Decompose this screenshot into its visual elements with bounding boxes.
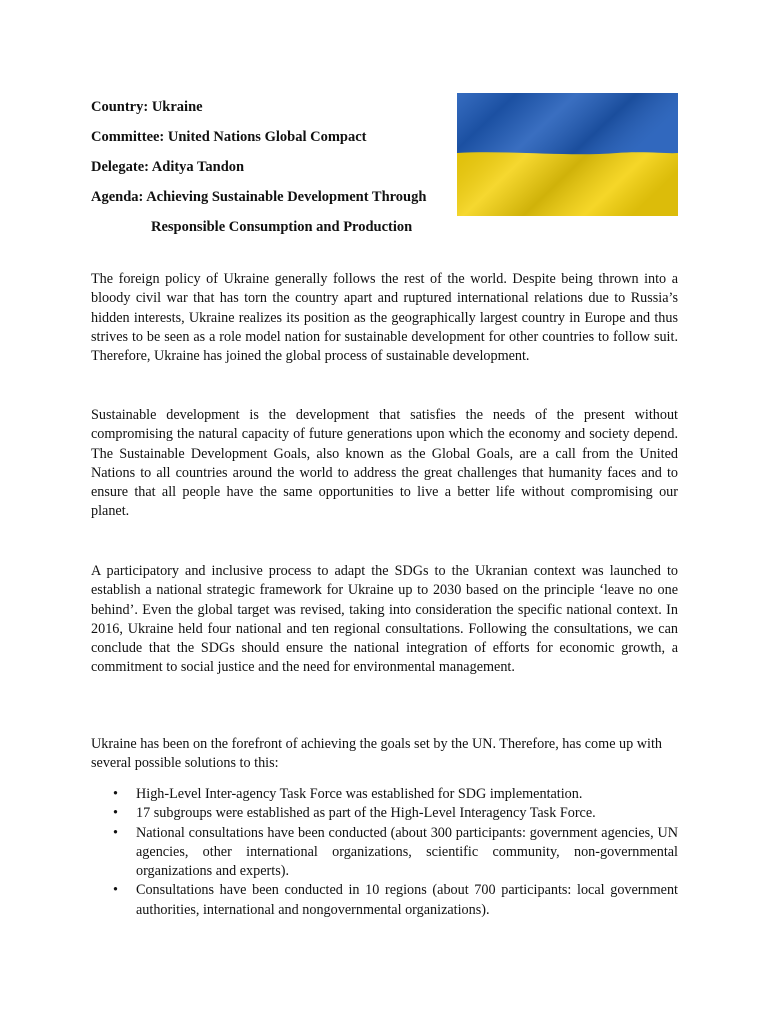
list-item-text: Consultations have been conducted in 10 regions (about 700 participants: local government authorities, international and nongovernmental organizations). <box>136 882 678 918</box>
bullet-icon: • <box>113 824 118 841</box>
bullet-icon: • <box>113 805 118 822</box>
paragraph-foreign-policy: The foreign policy of Ukraine generally follows the rest of the world. Despite being thrown into a bloody civil war that has torn the country apart and ruptured international relations due to Russia’s hidden interests, Ukraine realizes its position as the geographically largest country in Europe and thus strives to be seen as a role model nation for sustainable development for other countries to follow suit. Therefore, Ukraine has joined the global process of sustainable development. <box>91 271 678 365</box>
agenda-line: Agenda: Achieving Sustainable Development Through <box>91 189 427 205</box>
position-paper-header <box>91 92 451 242</box>
bullet-icon: • <box>113 882 118 899</box>
list-item-text: National consultations have been conducted (about 300 participants: government agencies, UN agencies, other international organizations, scientific community, non-governmental organizations and experts). <box>136 824 678 880</box>
list-item <box>91 881 678 920</box>
list-item <box>91 785 678 804</box>
paragraph-sdg-adaptation: A participatory and inclusive process to adapt the SDGs to the Ukranian context was launched to establish a national strategic framework for Ukraine up to 2030 based on the principle ‘leave no one behind’. Even the global target was revised, taking into consideration the specific national context. In 2016, Ukraine held four national and ten regional consultations. Following the consultations, we can conclude that the SDGs should ensure the national integration of efforts for economic growth, a commitment to social justice and the need for environmental management. <box>91 563 678 676</box>
delegate-line: Delegate: Aditya Tandon <box>91 159 245 175</box>
bullet-icon: • <box>113 786 118 802</box>
paragraph-sustainable-development: Sustainable development is the development that satisfies the needs of the present without compromising the natural capacity of future generations upon which the economy and society depend. The Sustainable Development Goals, also known as the Global Goals, are a call from the United Nations to all countries around the world to address the great challenges that humanity faces and to ensure that all people have the same opportunities to live a better life without compromising our planet. <box>91 407 678 520</box>
list-item <box>91 824 678 882</box>
country-line: Country: Ukraine <box>91 99 203 115</box>
ukraine-flag-image <box>457 93 678 216</box>
agenda-line-continued: Responsible Consumption and Production <box>151 219 413 235</box>
list-item-text: High-Level Inter-agency Task Force was established for SDG implementation. <box>136 786 583 802</box>
solutions-list <box>91 785 678 920</box>
list-item <box>91 804 678 823</box>
paragraph-solutions-intro: Ukraine has been on the forefront of achieving the goals set by the UN. Therefore, has come up with several possible solutions to this: <box>91 736 662 772</box>
list-item-text: 17 subgroups were established as part of the High-Level Interagency Task Force. <box>136 805 596 822</box>
committee-line: Committee: United Nations Global Compact <box>91 129 367 145</box>
